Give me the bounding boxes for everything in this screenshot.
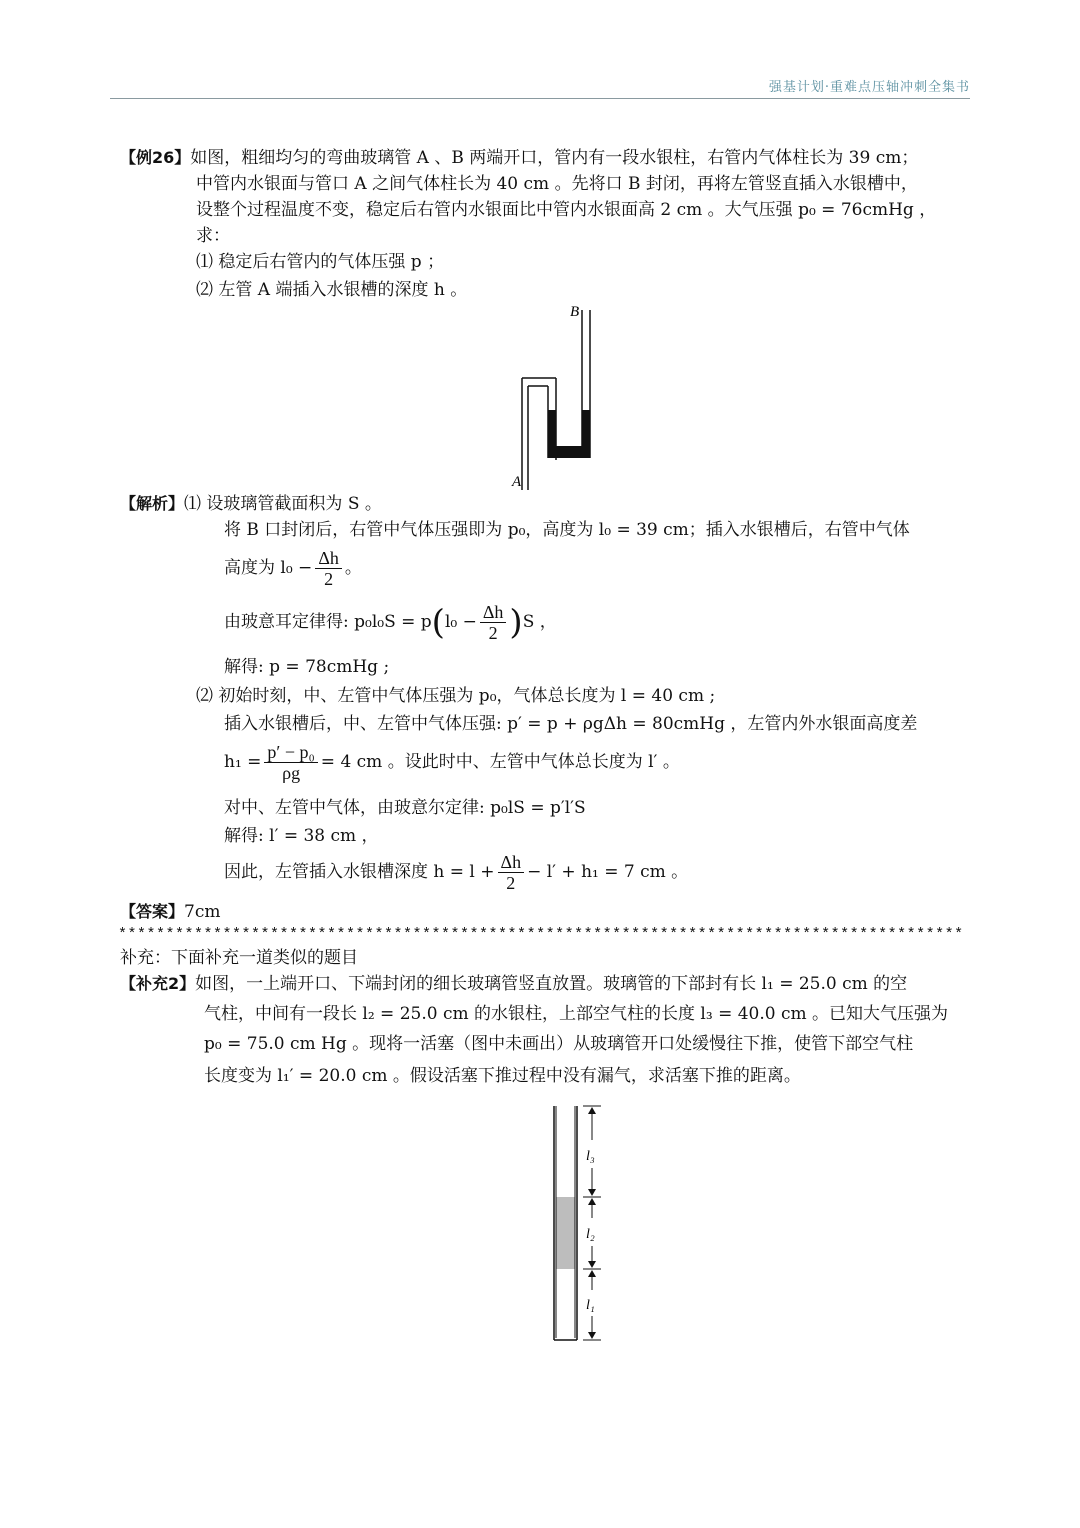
example-line-2: 中管内水银面与管口 A 之间气体柱长为 40 cm 。先将口 B 封闭，再将左管竖直插入水银槽中， [196, 174, 918, 194]
label-a: A [512, 474, 522, 490]
solution-s8-pre: h₁ = [224, 752, 262, 772]
solution-line-7: 插入水银槽后，中、左管中气体压强: p′ = p + ρgΔh = 80cmHg ，左管内外水银面高度差 [224, 714, 918, 734]
solution-s11-pre: 因此，左管插入水银槽深度 h = l + [224, 862, 495, 882]
answer-line [120, 900, 220, 924]
answer-value: 7cm [184, 902, 221, 922]
solution-line-9: 对中、左管中气体，由玻意尔定律: p₀lS = p′l′S [224, 798, 586, 818]
supplement-line-1 [120, 972, 907, 996]
supplement-intro: 补充：下面补充一道类似的题目 [120, 948, 358, 968]
fraction-pressure [264, 742, 317, 783]
supplement-line-4: 长度变为 l₁′ = 20.0 cm 。假设活塞下推过程中没有漏气，求活塞下推的距离。 [204, 1066, 801, 1086]
solution-s3-post: 。 [344, 558, 362, 578]
frac-den-4: 2 [506, 873, 516, 893]
example-question-2: ⑵ 左管 A 端插入水银槽的深度 h 。 [196, 280, 468, 300]
solution-tag: 【解析】 [120, 494, 185, 513]
label-l2: l₂ [586, 1227, 595, 1242]
frac-den: 2 [324, 569, 334, 589]
supplement-line-2: 气柱，中间有一段长 l₂ = 25.0 cm 的水银柱，上部空气柱的长度 l₃ = 40.0 cm 。已知大气压强为 [204, 1004, 949, 1024]
solution-s11-post: − l′ + h₁ = 7 cm 。 [527, 862, 689, 882]
bent-tube-figure [490, 300, 600, 490]
example-text-1: 如图，粗细均匀的弯曲玻璃管 A 、B 两端开口，管内有一段水银柱，右管内气体柱长为 39 cm； [190, 148, 919, 168]
frac-den-3: ρg [282, 763, 301, 783]
fraction-dh-2 [315, 548, 342, 589]
solution-s4-inner: l₀ − [444, 612, 477, 632]
frac-num-2: Δh [480, 602, 507, 623]
frac-num: Δh [315, 548, 342, 569]
frac-num-3: p′ − p₀ [264, 742, 317, 763]
vertical-tube-figure [545, 1100, 615, 1350]
answer-tag: 【答案】 [120, 902, 185, 921]
page-header [110, 72, 970, 99]
solution-line-5: 解得: p = 78cmHg ; [224, 657, 390, 677]
solution-line-1 [120, 492, 382, 516]
solution-line-10: 解得: l′ = 38 cm ， [224, 826, 379, 846]
mercury-column [548, 410, 590, 458]
example-line-4: 求： [196, 226, 230, 246]
label-b: B [570, 304, 580, 320]
solution-line-3 [224, 548, 362, 589]
separator: ***************************************************************************************** [118, 926, 964, 943]
header-title: 强基计划·重难点压轴冲刺全集书 [768, 80, 970, 95]
example-line-3: 设整个过程温度不变，稳定后右管内水银面比中管内水银面高 2 cm 。大气压强 p₀ = 76cmHg ， [196, 200, 937, 220]
solution-line-11 [224, 852, 688, 893]
solution-s4-pre: 由玻意耳定律得: p₀l₀S = p [224, 612, 432, 632]
example-line-1 [120, 146, 918, 170]
solution-step-1: ⑴ 设玻璃管截面积为 S 。 [184, 494, 382, 514]
solution-line-6: ⑵ 初始时刻，中、左管中气体压强为 p₀，气体总长度为 l = 40 cm ; [196, 686, 716, 706]
frac-num-4: Δh [498, 852, 525, 873]
solution-s8-post: = 4 cm 。设此时中、左管中气体总长度为 l′ 。 [320, 752, 680, 772]
solution-line-2: 将 B 口封闭后，右管中气体压强即为 p₀，高度为 l₀ = 39 cm；插入水银槽后，右管中气体 [224, 520, 910, 540]
frac-den-2: 2 [488, 623, 498, 643]
solution-line-4: 由玻意耳定律得: p₀l₀S = p(l₀ − $\frac{\Delta h}{2}$ )S ， [224, 602, 557, 643]
solution-s4-post: S ， [522, 612, 557, 632]
fraction-dh-2b [480, 602, 507, 643]
supplement-text-1: 如图，一上端开口、下端封闭的细长玻璃管竖直放置。玻璃管的下部封有长 l₁ = 25.0 cm 的空 [195, 974, 908, 994]
label-l3: l₃ [586, 1149, 595, 1164]
fraction-dh-2c [498, 852, 525, 893]
mercury-column-2 [556, 1197, 575, 1269]
solution-s3-pre: 高度为 l₀ − [224, 558, 313, 578]
supplement-tag: 【补充2】 [120, 974, 196, 993]
example-question-1: ⑴ 稳定后右管内的气体压强 p ； [196, 252, 445, 272]
example-tag: 【例26】 [120, 148, 191, 167]
supplement-line-3: p₀ = 75.0 cm Hg 。现将一活塞（图中未画出）从玻璃管开口处缓慢往下推，使管下部空气柱 [204, 1034, 914, 1054]
solution-line-8 [224, 742, 680, 783]
label-l1: l₁ [586, 1298, 595, 1313]
